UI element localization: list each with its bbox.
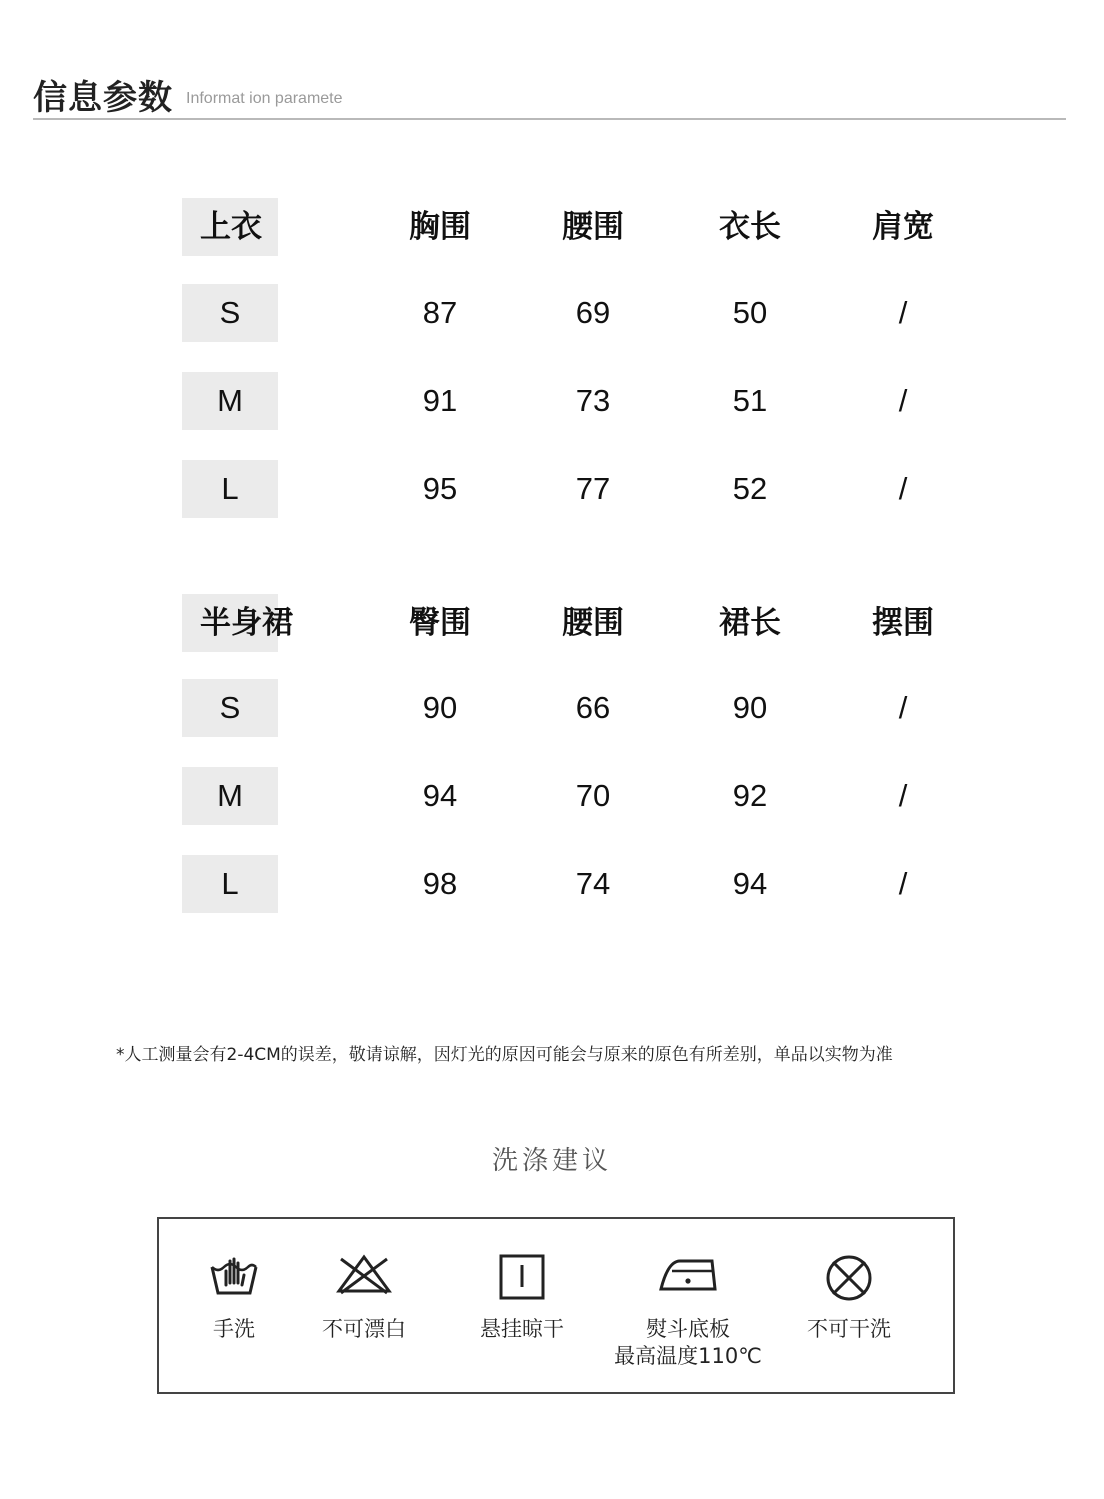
table-row [0, 460, 1104, 518]
care-item-hand-wash [159, 1219, 309, 1392]
care-label: 不可干洗 [807, 1317, 891, 1341]
header-cell: 肩宽 [872, 209, 934, 245]
care-title: 洗涤建议 [491, 1146, 612, 1176]
size-label: S [182, 679, 278, 737]
table-cell: / [898, 295, 908, 330]
care-label: 不可漂白 [322, 1317, 406, 1341]
header-label: 半身裙 [182, 594, 278, 652]
table-cell: 94 [422, 778, 458, 813]
table-row [0, 284, 1104, 342]
hang-dry-icon [498, 1253, 546, 1301]
care-item-iron [613, 1219, 763, 1392]
no-bleach-icon [335, 1253, 393, 1295]
table-cell: / [898, 778, 908, 813]
header-label: 上衣 [182, 198, 278, 256]
table-cell: 90 [422, 690, 458, 725]
size-label: L [182, 855, 278, 913]
table-cell: 66 [575, 690, 611, 725]
table-cell: 77 [575, 471, 611, 506]
table-cell: / [898, 471, 908, 506]
care-instructions-box [157, 1217, 955, 1394]
header-cell: 腰围 [562, 605, 624, 641]
table-header-row [0, 594, 1104, 652]
table-cell: / [898, 690, 908, 725]
table-header-row [0, 198, 1104, 256]
table-cell: 90 [732, 690, 768, 725]
table-cell: 98 [422, 866, 458, 901]
size-label: M [182, 372, 278, 430]
size-label: S [182, 284, 278, 342]
care-label-secondary: 最高温度110℃ [614, 1344, 762, 1368]
table-row [0, 855, 1104, 913]
header-cell: 腰围 [562, 209, 624, 245]
care-item-no-bleach [289, 1219, 439, 1392]
table-cell: 70 [575, 778, 611, 813]
header-cell: 胸围 [409, 209, 471, 245]
care-item-no-dry-clean [774, 1219, 924, 1392]
care-label: 悬挂晾干 [480, 1317, 564, 1341]
table-cell: / [898, 866, 908, 901]
table-cell: 74 [575, 866, 611, 901]
table-row [0, 372, 1104, 430]
section-subtitle: Informat ion paramete [186, 90, 343, 107]
header-cell: 摆围 [872, 605, 934, 641]
table-cell: 73 [575, 383, 611, 418]
table-cell: 91 [422, 383, 458, 418]
header-cell: 裙长 [719, 605, 781, 641]
table-cell: 95 [422, 471, 458, 506]
table-cell: 52 [732, 471, 768, 506]
no-dry-clean-icon [824, 1253, 874, 1303]
size-label: L [182, 460, 278, 518]
header-cell: 衣长 [719, 209, 781, 245]
table-row [0, 767, 1104, 825]
table-row [0, 679, 1104, 737]
measurement-note: *人工测量会有2-4CM的误差，敬请谅解，因灯光的原因可能会与原来的原色有所差别，单品以实物为准 [116, 1045, 893, 1065]
table-cell: / [898, 383, 908, 418]
header-cell: 臀围 [409, 605, 471, 641]
iron-icon [658, 1253, 718, 1293]
care-item-hang-dry [447, 1219, 597, 1392]
table-cell: 50 [732, 295, 768, 330]
hand-wash-icon [208, 1253, 260, 1299]
table-cell: 69 [575, 295, 611, 330]
care-label: 手洗 [213, 1317, 255, 1341]
table-cell: 94 [732, 866, 768, 901]
section-header [33, 68, 1066, 120]
care-label: 熨斗底板 [646, 1317, 730, 1341]
section-title: 信息参数 [33, 78, 173, 118]
table-cell: 92 [732, 778, 768, 813]
size-label: M [182, 767, 278, 825]
table-cell: 51 [732, 383, 768, 418]
table-cell: 87 [422, 295, 458, 330]
